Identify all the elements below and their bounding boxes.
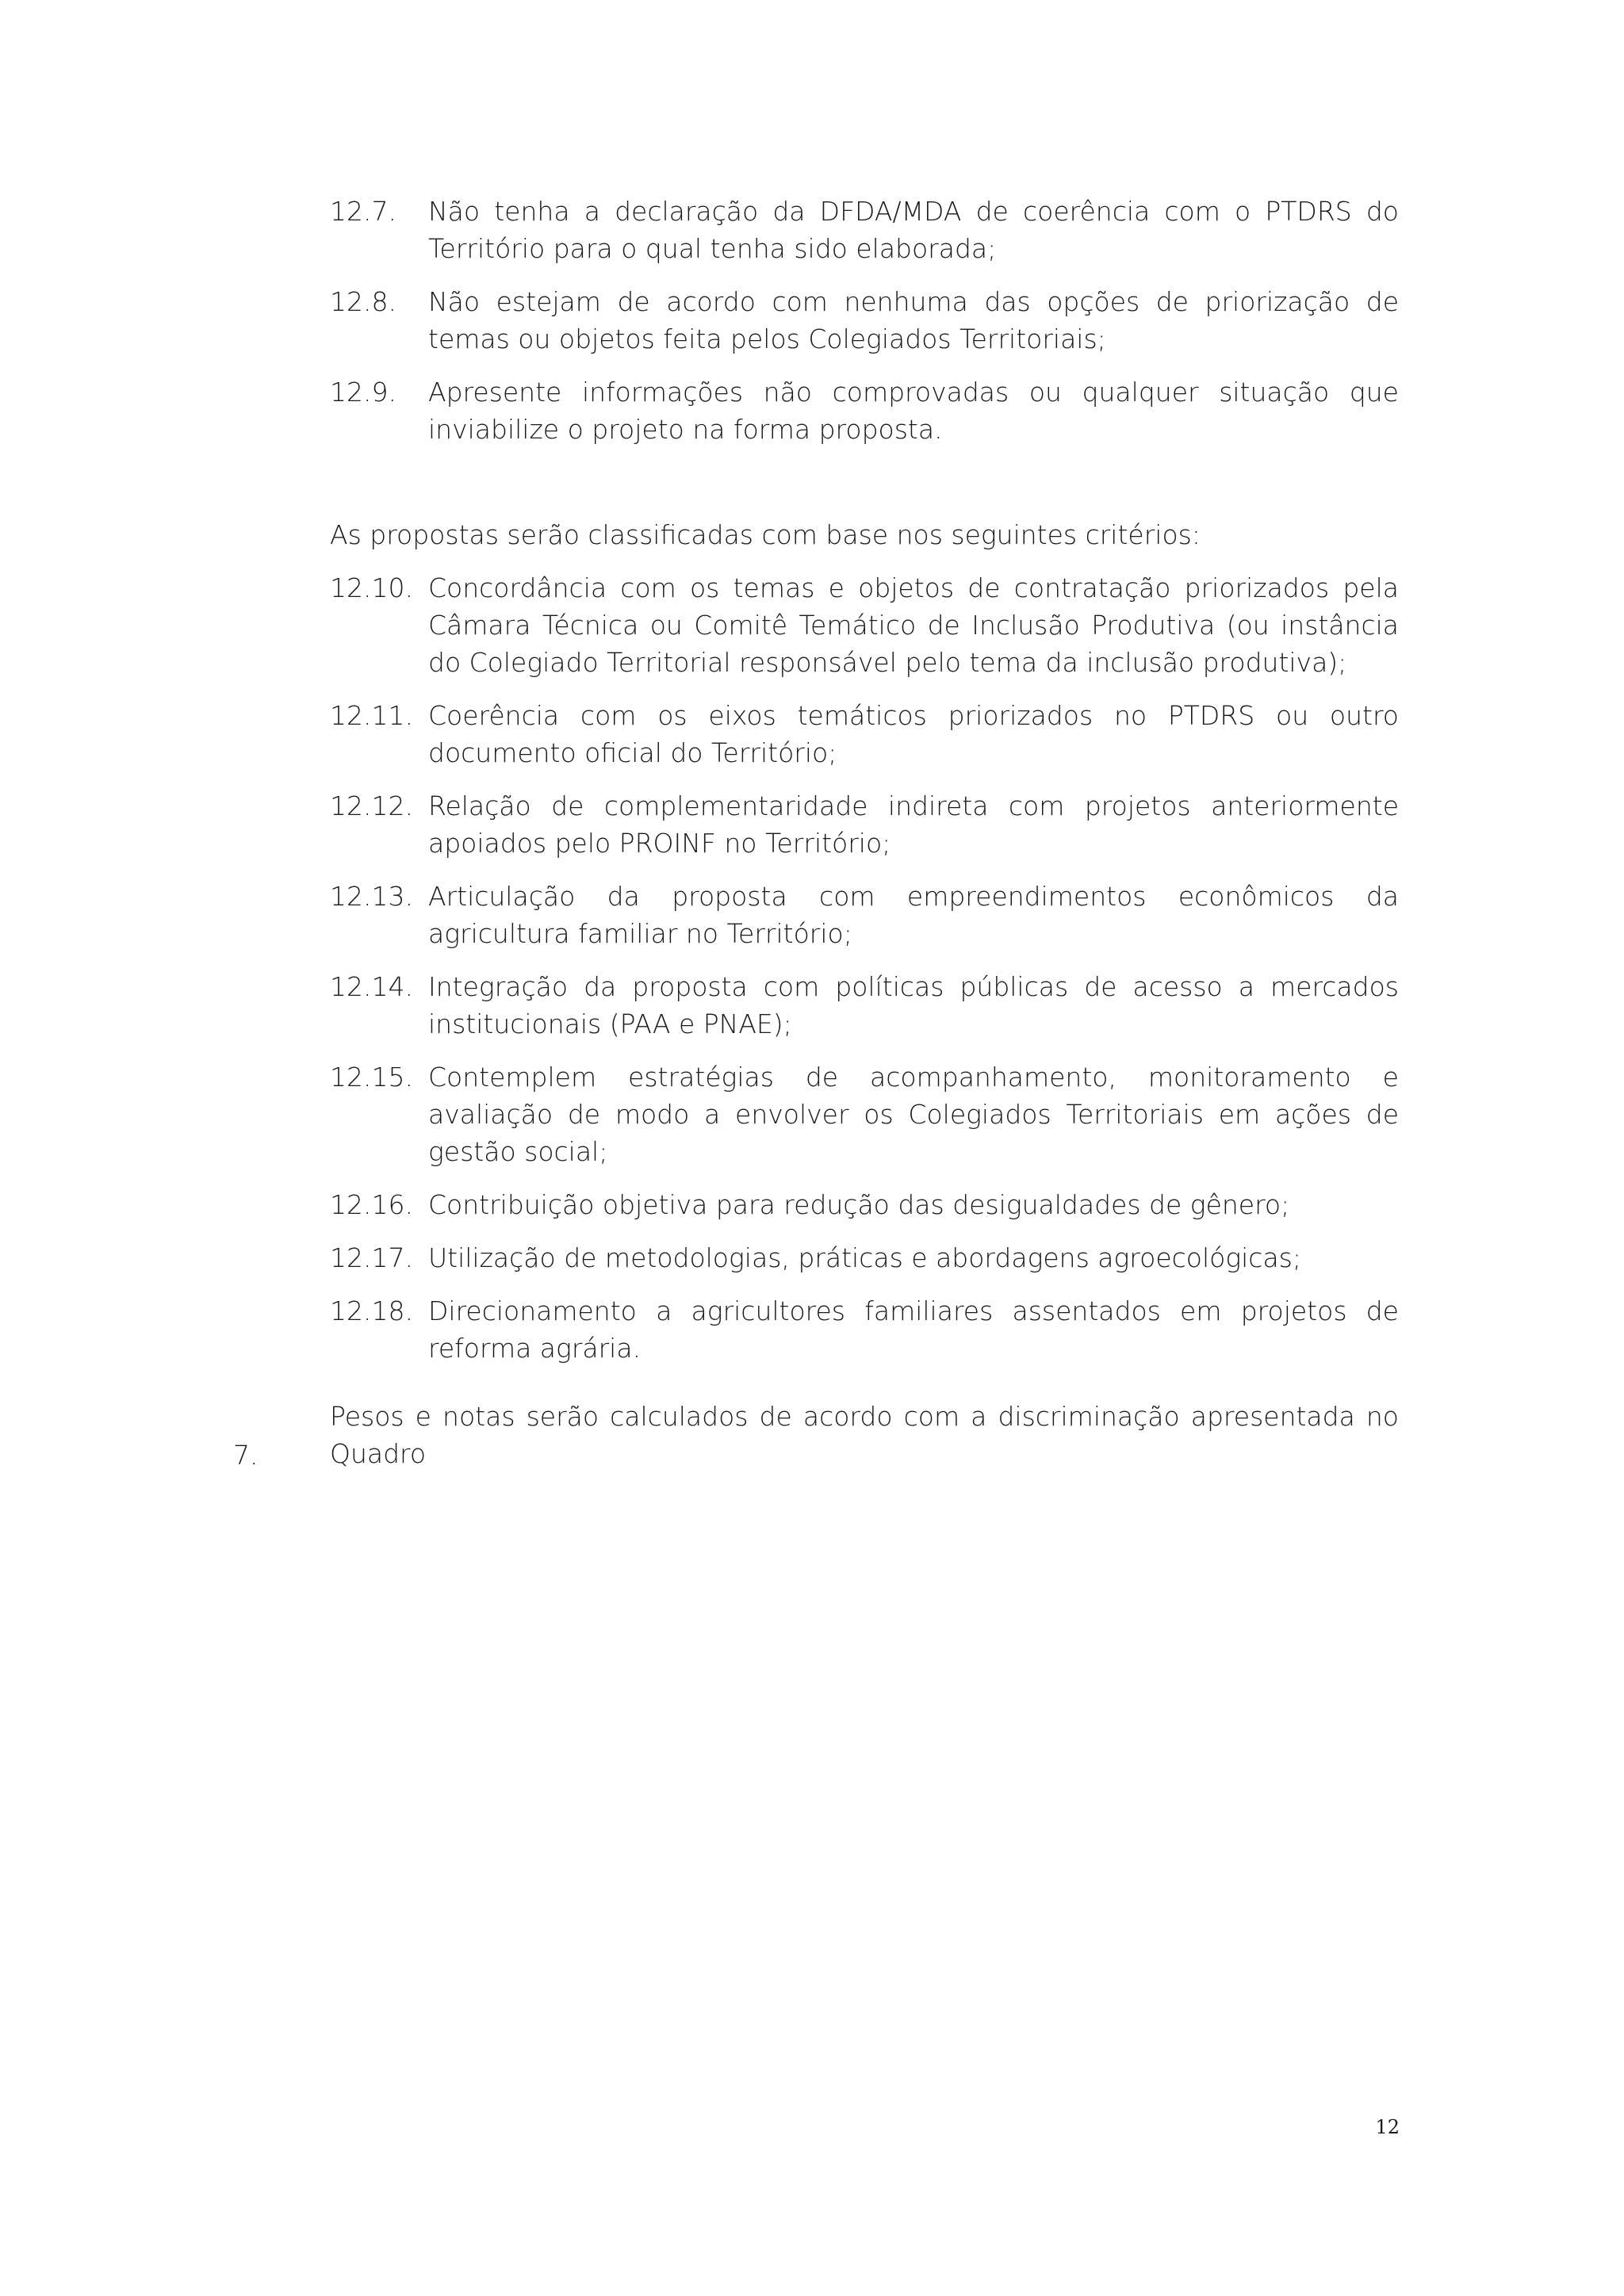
item-text: Direcionamento a agricultores familiares assentados em projetos de reforma agrária. bbox=[428, 1295, 1399, 1364]
list-item bbox=[330, 1186, 1399, 1223]
item-number: 12.13. bbox=[330, 881, 413, 912]
list-item bbox=[330, 193, 1399, 267]
item-number: 12.15. bbox=[330, 1062, 413, 1093]
list-item bbox=[330, 1058, 1399, 1170]
list-item bbox=[330, 1292, 1399, 1367]
page-number: 12 bbox=[1375, 2116, 1400, 2138]
item-number: 12.7. bbox=[330, 196, 396, 227]
item-number: 12.8. bbox=[330, 286, 396, 317]
criteria-intro: As propostas serão classificadas com base nos seguintes critérios: bbox=[330, 519, 1201, 550]
item-text: Não estejam de acordo com nenhuma das opções de priorização de temas ou objetos feita pelos Colegiados Territoriais; bbox=[428, 286, 1399, 354]
exclusion-list bbox=[330, 193, 1399, 464]
criteria-list bbox=[330, 569, 1399, 1383]
item-text: Concordância com os temas e objetos de contratação priorizados pela Câmara Técnica ou Comitê Temático de Inclusão Produtiva (ou instância do Colegiado Territorial responsável pelo tema da inclusão produtiva); bbox=[428, 572, 1399, 678]
item-text: Integração da proposta com políticas públicas de acesso a mercados institucionais (PAA e PNAE); bbox=[428, 971, 1399, 1039]
list-item bbox=[330, 283, 1399, 358]
item-number: 12.11. bbox=[330, 700, 413, 731]
item-text: Não tenha a declaração da DFDA/MDA de coerência com o PTDRS do Território para o qual tenha sido elaborada; bbox=[428, 196, 1399, 264]
item-number: 12.10. bbox=[330, 572, 413, 603]
item-number: 12.12. bbox=[330, 790, 413, 821]
list-item bbox=[330, 787, 1399, 862]
item-number: 12.17. bbox=[330, 1242, 413, 1273]
item-text: Coerência com os eixos temáticos priorizados no PTDRS ou outro documento oficial do Território; bbox=[428, 700, 1399, 768]
list-item bbox=[330, 373, 1399, 448]
list-item bbox=[330, 1239, 1399, 1276]
item-number: 12.9. bbox=[330, 377, 396, 408]
item-text: Apresente informações não comprovadas ou qualquer situação que inviabilize o projeto na forma proposta. bbox=[428, 377, 1399, 445]
closing-paragraph: Pesos e notas serão calculados de acordo com a discriminação apresentada no Quadro bbox=[330, 1401, 1399, 1469]
closing-paragraph-tail: 7. bbox=[233, 1440, 259, 1471]
item-number: 12.14. bbox=[330, 971, 413, 1002]
item-text: Relação de complementaridade indireta com projetos anteriormente apoiados pelo PROINF no Território; bbox=[428, 790, 1399, 859]
list-item bbox=[330, 697, 1399, 771]
list-item bbox=[330, 569, 1399, 681]
item-text: Contemplem estratégias de acompanhamento, monitoramento e avaliação de modo a envolver os Colegiados Territoriais em ações de gestão social; bbox=[428, 1062, 1399, 1167]
list-item bbox=[330, 968, 1399, 1043]
item-number: 12.16. bbox=[330, 1189, 413, 1220]
item-number: 12.18. bbox=[330, 1295, 413, 1326]
item-text: Articulação da proposta com empreendimentos econômicos da agricultura familiar no Território; bbox=[428, 881, 1399, 949]
list-item bbox=[330, 878, 1399, 952]
item-text: Contribuição objetiva para redução das desigualdades de gênero; bbox=[428, 1189, 1290, 1220]
item-text: Utilização de metodologias, práticas e abordagens agroecológicas; bbox=[428, 1242, 1301, 1273]
